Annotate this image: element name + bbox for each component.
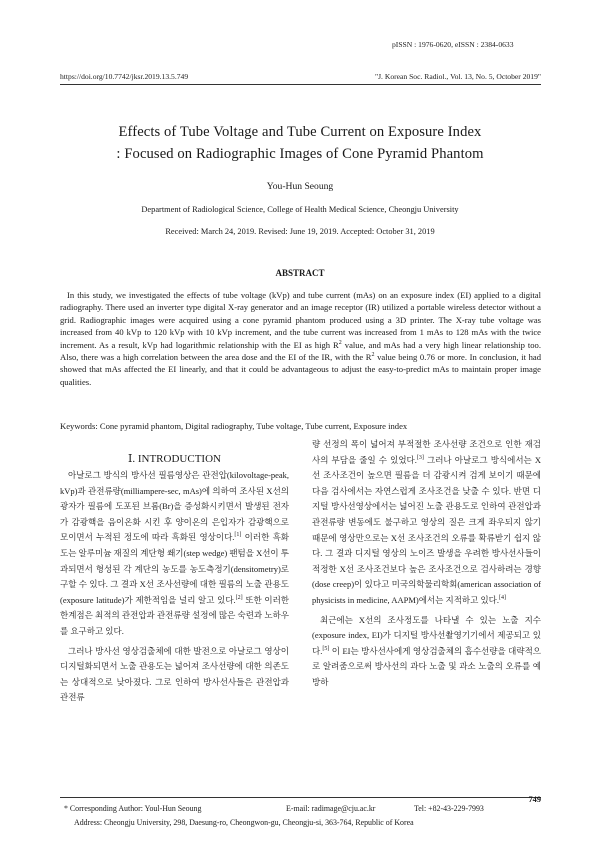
page-number: 749 xyxy=(528,795,541,804)
header-rule xyxy=(60,84,541,85)
corresponding-author: * Corresponding Author: Youl-Hun Seoung xyxy=(64,804,202,813)
abstract-text: In this study, we investigated the effects of tube voltage (kVp) and tube current (mAs) on an exposure index (EI) applied to a digital radiography. There used an inverter type digital X-ray generator and an image receptor (IR) utilized a portable wireless detector without a grid. Radiographic images were acquired using a cone pyramid phantom produced using a 3D printer. The X-ray tube voltage was increased from 40 kVp to 120 kVp with 10 kVp increment, and the tube current was increased from 1 mAs to 128 mAs with the twice increment. As a result, kVp had logarithmic relationship with the EI as high $R^2$ value, and mAs had a very high linear relationship too. Also, there was a high correlation between the area dose and the EI of the IR, with the $R^2$ value being 0.76 or more. In conclusion, it had showed that mAs affected the EI linearly, and that it could be advantageous to adjust the easy-to-predict mAs to maintain proper image qualities. xyxy=(60,290,541,387)
received-dates: Received: March 24, 2019. Revised: June 19, 2019. Accepted: October 31, 2019 xyxy=(165,227,435,236)
intro-paragraph: 량 선정의 폭이 넓어져 부적절한 조사선량 조건으로 인한 재검사의 부담을 줄일 수 있었다.[3] 그러나 아날로그 방식에서는 X선 조사조건이 높으면 필름을 더 감광시켜 검게 보이기 때문에 다음 검사에서는 자연스럽게 조사조건을 낮출 수 있다. 반면 디지털 방사선영상에서는 넓어진 노출 관용도로 인하여 관전압과 관전류량 변동에도 불구하고 영상의 질은 크게 좌우되지 않기 때문에 영상만으로는 X선 조사조건의 오류를 확류받기 쉽지 않다. 그 결과 디지털 영상의 노이즈 발생을 우려한 방사선사들이 적정한 X선 조사조건보다 높은 조사조건으로 검사하려는 경향(dose creep)이 있다고 미국의학물리학회(american association of physicists in medicine, AAPM)에서는 지적하고 있다.[4] xyxy=(312,439,541,605)
author-name: You-Hun Seoung xyxy=(266,181,334,192)
author-phone: Tel: +82-43-229-7993 xyxy=(414,804,484,813)
intro-paragraph: 그러나 방사선 영상검출체에 대한 발전으로 아날로그 영상이 디지털화되면서 노출 관용도는 넓어져 조사선량에 대한 의존도는 상대적으로 낮아졌다. 그로 인하여 방사선사들은 관전압과 관전류 xyxy=(60,645,289,703)
journal-citation: "J. Korean Soc. Radiol., Vol. 13, No. 5, October 2019" xyxy=(374,72,541,81)
intro-paragraph: 아날로그 방식의 방사선 필름영상은 관전압(kilovoltage-peak, kVp)과 관전류량(milliampere-sec, mAs)에 의하여 조사된 X선의 광자가 필름에 도포된 브롬(Br)을 증성화시키면서 발생된 전자가 감광핵을 음이온화 시킨 후 양이온의 은입자가 감광핵으로 모이면서 누적된 정도에 따라 흑화된 영상이다.[1] 이러한 흑화도는 알루미늄 재질의 계단형 쐐기(step wedge) 팬텀을 X선이 투과되면서 형성된 각 계단의 농도를 농도측정기(densitometry)로 구할 수 있다. 그 결과 X선 조사선량에 대한 필름의 노출 관용도(exposure latitude)가 제한적임을 널리 알고 있다.[2] 또한 이러한 한계점은 최적의 관전압과 관전류량 설정에 많은 숙련과 노하우를 요구하고 있다. xyxy=(60,470,289,636)
author-address: Address: Cheongju University, 298, Daesung-ro, Cheongwon-gu, Cheongju-si, 363-764, Republic of Korea xyxy=(74,818,414,827)
abstract-heading: ABSTRACT xyxy=(275,268,325,278)
footer-rule xyxy=(60,797,541,798)
author-email[interactable]: E-mail: radimage@cju.ac.kr xyxy=(286,804,376,813)
keywords: Keywords: Cone pyramid phantom, Digital radiography, Tube voltage, Tube current, Exposure index xyxy=(60,421,408,431)
paper-title-line-2: : Focused on Radiographic Images of Cone Pyramid Phantom xyxy=(116,146,484,162)
paper-title-line-1: Effects of Tube Voltage and Tube Current on Exposure Index xyxy=(118,124,482,140)
section-heading-introduction: Ⅰ. INTRODUCTION xyxy=(128,453,221,465)
issn-line: pISSN : 1976-0620, eISSN : 2384-0633 xyxy=(392,40,514,49)
intro-paragraph: 최근에는 X선의 조사정도를 나타낼 수 있는 노출 지수(exposure index, EI)가 디지털 방사선촬영기기에서 제공되고 있다.[5] 이 EI는 방사선사에게 영상검출체의 흡수선량을 대략적으로 알려줌으로써 방사선의 과다 노출 및 과소 노출의 오류를 예방하 xyxy=(312,614,541,687)
intro-left-column xyxy=(60,468,289,706)
doi-link[interactable]: https://doi.org/10.7742/jksr.2019.13.5.749 xyxy=(60,72,189,81)
intro-right-column xyxy=(312,437,541,691)
affiliation: Department of Radiological Science, College of Health Medical Science, Cheongju University xyxy=(141,205,459,214)
